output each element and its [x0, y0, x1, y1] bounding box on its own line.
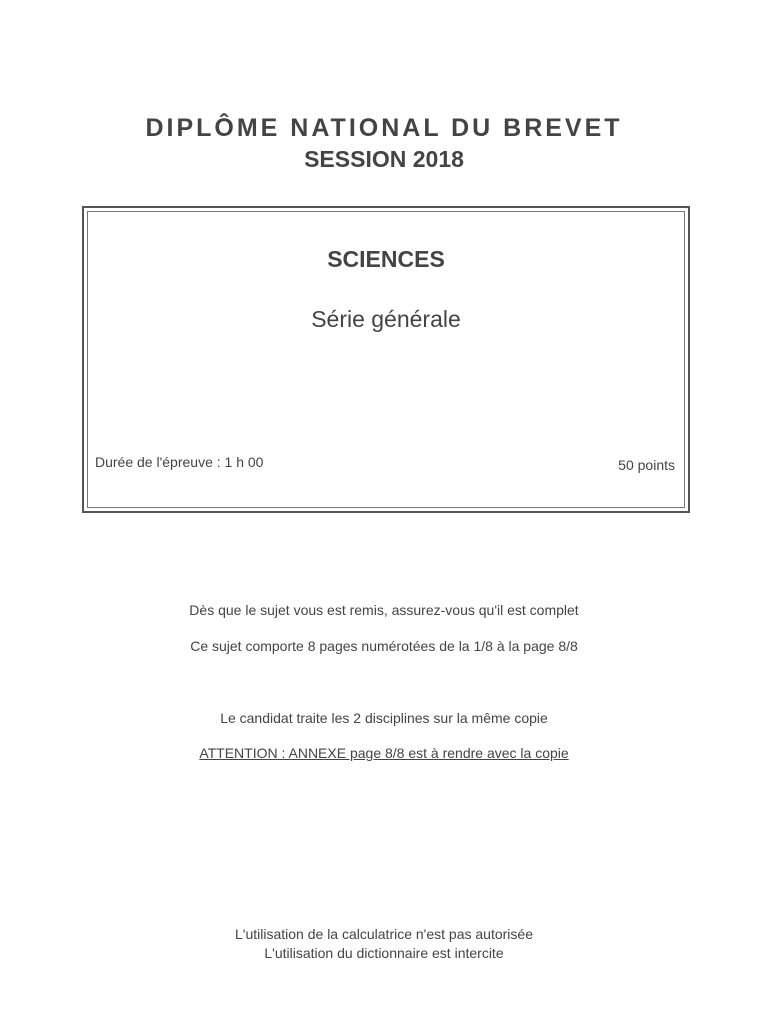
subject-title: SCIENCES	[327, 246, 445, 272]
series-label: Série générale	[311, 306, 461, 332]
dictionary-notice: L'utilisation du dictionnaire est intercite	[264, 945, 504, 961]
points-label: 50 points	[618, 457, 675, 473]
exam-title: DIPLÔME NATIONAL DU BREVET	[145, 114, 623, 142]
attention-annex-notice: ATTENTION : ANNEXE page 8/8 est à rendre avec la copie	[199, 745, 569, 761]
exam-session: SESSION 2018	[304, 146, 464, 172]
instruction-page-count: Ce sujet comporte 8 pages numérotées de la 1/8 à la page 8/8	[190, 638, 578, 654]
duration-label: Durée de l'épreuve : 1 h 00	[95, 454, 264, 470]
calculator-notice: L'utilisation de la calculatrice n'est pas autorisée	[235, 926, 533, 942]
instruction-disciplines: Le candidat traite les 2 disciplines sur la même copie	[220, 710, 548, 726]
exam-info-box-inner-border	[87, 211, 685, 508]
instruction-check-complete: Dès que le sujet vous est remis, assurez-vous qu'il est complet	[189, 602, 579, 618]
exam-info-box	[82, 206, 690, 513]
